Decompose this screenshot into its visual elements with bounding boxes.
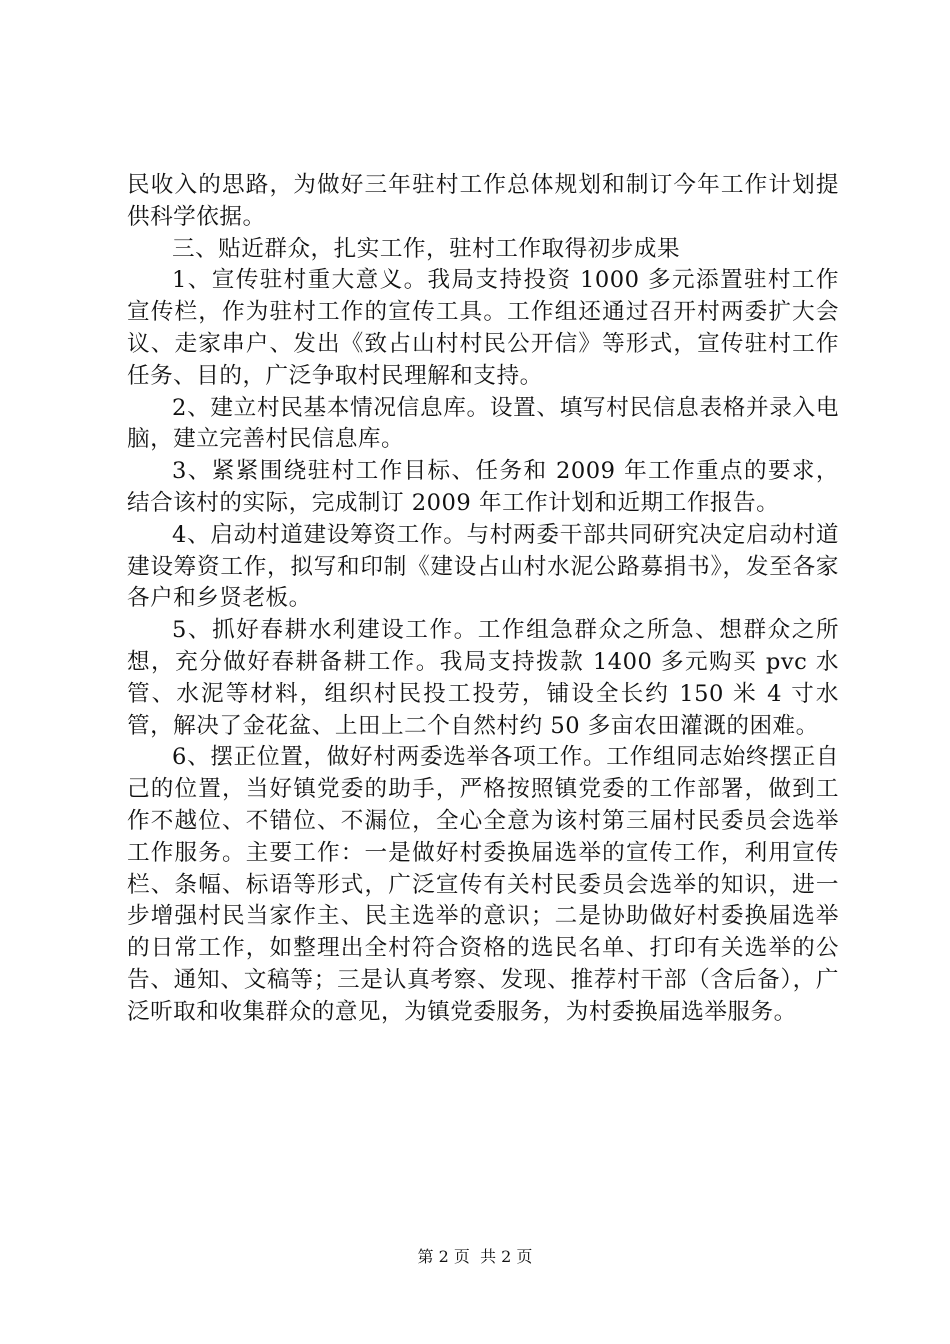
paragraph: 4、启动村道建设筹资工作。与村两委干部共同研究决定启动村道建设筹资工作，拟写和印制《建设占山村水泥公路募捐书》，发至各家各户和乡贤老板。	[127, 521, 839, 612]
paragraph: 6、摆正位置，做好村两委选举各项工作。工作组同志始终摆正自己的位置，当好镇党委的助手，严格按照镇党委的工作部署，做到工作不越位、不错位、不漏位，全心全意为该村第三届村民委员会选举工作服务。主要工作：一是做好村委换届选举的宣传工作，利用宣传栏、条幅、标语等形式，广泛宣传有关村民委员会选举的知识，进一步增强村民当家作主、民主选举的意识；二是协助做好村委换届选举的日常工作，如整理出全村符合资格的选民名单、打印有关选举的公告、通知、文稿等；三是认真考察、发现、推荐村干部（含后备），广泛听取和收集群众的意见，为镇党委服务，为村委换届选举服务。	[127, 744, 839, 1025]
paragraph: 5、抓好春耕水利建设工作。工作组急群众之所急、想群众之所想，充分做好春耕备耕工作。我局支持拨款 1400 多元购买 pvc 水管、水泥等材料，组织村民投工投劳，铺设全长约 150 米 4 寸水管，解决了金花盆、上田上二个自然村约 50 多亩农田灌溉的困难。	[127, 617, 839, 739]
paragraph: 1、宣传驻村重大意义。我局支持投资 1000 多元添置驻村工作宣传栏，作为驻村工作的宣传工具。工作组还通过召开村两委扩大会议、走家串户、发出《致占山村村民公开信》等形式，宣传驻村工作任务、目的，广泛争取村民理解和支持。	[127, 267, 839, 389]
paragraph: 民收入的思路，为做好三年驻村工作总体规划和制订今年工作计划提供科学依据。	[127, 172, 839, 230]
page-number-label: 第 2 页 共 2 页	[417, 1247, 533, 1266]
document-body	[127, 170, 839, 1029]
page-footer	[0, 1247, 950, 1267]
paragraph: 2、建立村民基本情况信息库。设置、填写村民信息表格并录入电脑，建立完善村民信息库。	[127, 394, 839, 453]
paragraph: 3、紧紧围绕驻村工作目标、任务和 2009 年工作重点的要求，结合该村的实际，完成制订 2009 年工作计划和近期工作报告。	[127, 458, 839, 516]
section-heading: 三、贴近群众，扎实工作，驻村工作取得初步成果	[172, 235, 681, 262]
